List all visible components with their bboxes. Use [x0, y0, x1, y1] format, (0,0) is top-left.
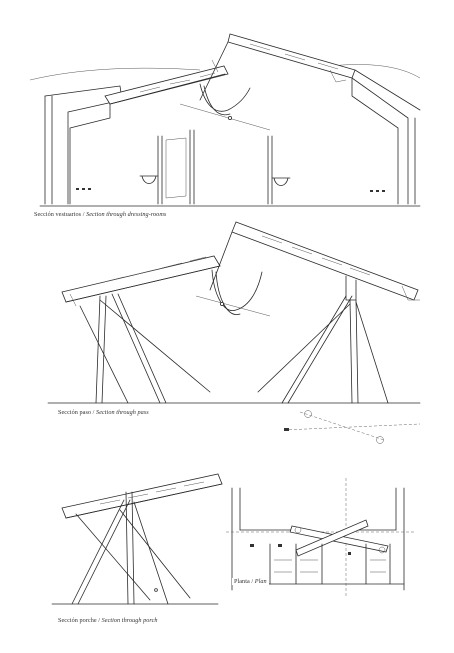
section-dressing-rooms-drawing	[30, 34, 420, 206]
caption-es: Sección porche /	[58, 617, 102, 624]
caption-es: Planta /	[234, 578, 255, 585]
caption-plan	[232, 578, 269, 585]
caption-es: Sección paso /	[58, 409, 97, 416]
section-porch-drawing	[52, 474, 222, 604]
caption-section-pass	[58, 409, 149, 416]
caption-en: Section through dressing-rooms	[86, 211, 167, 218]
caption-en: Section through pass	[96, 409, 149, 416]
caption-section-porch	[58, 617, 158, 624]
caption-en: Section through porch	[101, 617, 158, 624]
caption-en: Plan	[254, 578, 267, 585]
caption-es: Sección vestuarios /	[34, 211, 87, 218]
caption-section-dressing-rooms	[34, 211, 166, 218]
